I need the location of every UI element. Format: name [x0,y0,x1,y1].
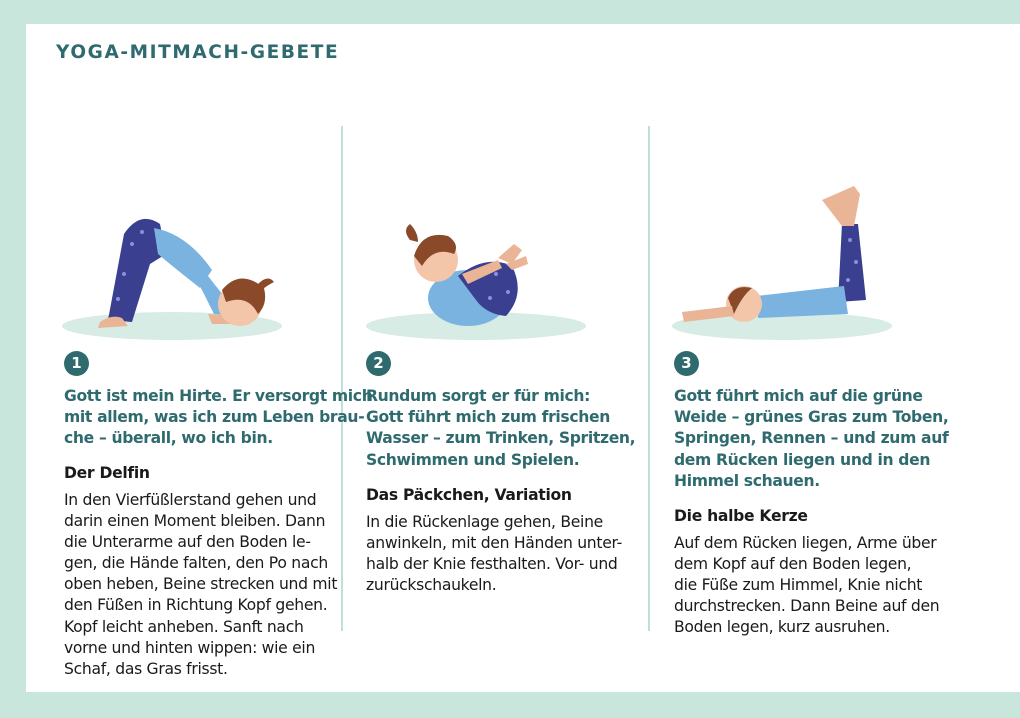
prayer-text: Gott führt mich auf die grüne Weide – grünes Gras zum Toben, Springen, Rennen – und zum auf dem Rücken liegen und in den Himmel schauen. [674,387,949,490]
page [26,24,1020,692]
pose-title: Das Päckchen, Variation [366,486,572,504]
prayer-text: Gott ist mein Hirte. Er versorgt mich mit allem, was ich zum Leben brau- che – überall, wo ich bin. [64,387,373,448]
pose-instructions: In die Rückenlage gehen, Beine anwinkeln, mit den Händen unter- halb der Knie festhalten. Vor- und zurückschaukeln. [366,513,622,595]
step-number-badge: 1 [64,351,89,376]
page-title: YOGA-MITMACH-GEBETE [56,42,340,63]
child-dolphin-pose-illustration [62,204,292,344]
pose-instructions: In den Vierfüßlerstand gehen und darin einen Moment bleiben. Dann die Unterarme auf den Boden le- gen, die Hände falten, den Po nach oben heben, Beine strecken und mit den Füßen in Richtung Kopf gehen. Kopf leicht anheben. Sanft nach vorne und hinten wippen: wie ein Schaf, das Gras frisst. [64,491,338,678]
column-divider [648,126,650,631]
pose-instructions: Auf dem Rücken liegen, Arme über dem Kopf auf den Boden legen, die Füße zum Himmel, Knie nicht durchstrecken. Dann Beine auf den Boden legen, kurz ausruhen. [674,534,940,637]
prayer-text: Rundum sorgt er für mich: Gott führt mich zum frischen Wasser – zum Trinken, Spritzen, Schwimmen und Spielen. [366,387,636,469]
pose-title: Die halbe Kerze [674,507,808,525]
step-number-badge: 3 [674,351,699,376]
step-number-badge: 2 [366,351,391,376]
pose-title: Der Delfin [64,464,150,482]
child-package-pose-illustration [366,204,596,344]
child-half-candle-pose-illustration [672,180,902,344]
